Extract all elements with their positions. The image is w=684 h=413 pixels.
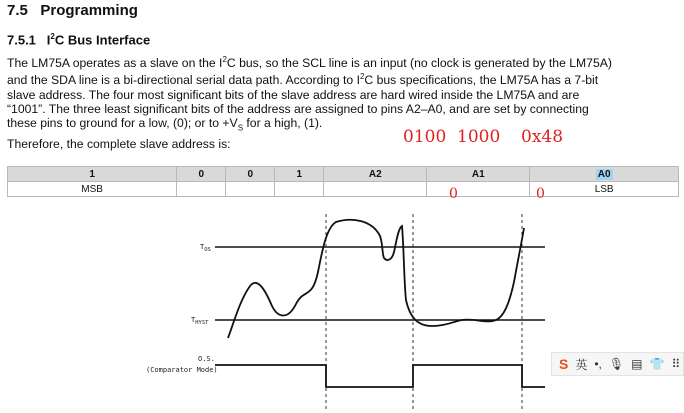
section-title: Programming <box>40 2 138 19</box>
os-output-waveform <box>215 365 545 387</box>
paragraph-line-4: “1001”. The three least significant bits of the address are assigned to pins A2–A0, and are set by connecting <box>7 101 589 116</box>
msb-label: MSB <box>8 182 177 197</box>
text-run: The LM75A operates as a slave on the I <box>7 56 223 71</box>
section-number: 7.5 <box>7 2 28 19</box>
keyboard-icon[interactable]: ▤ <box>631 357 643 371</box>
ime-toolbar[interactable] <box>551 352 684 376</box>
handwritten-binary-low: 1000 <box>457 127 501 147</box>
therefore-text: Therefore, the complete slave address is: <box>7 137 231 151</box>
text-sub: S <box>237 123 244 133</box>
bit-cell: 0 <box>177 167 226 182</box>
punctuation-toggle[interactable]: •, <box>594 357 602 371</box>
text-run: C bus, so the SCL line is an input (no clock is generated by the LM75A) <box>226 56 612 71</box>
text-sup: 2 <box>222 55 227 64</box>
os-mode-label: (Comparator Mode) <box>146 366 218 374</box>
input-mode-toggle[interactable]: 英 <box>575 357 588 372</box>
text-run: these pins to ground for a low, (0); or to +V <box>7 115 238 130</box>
handwritten-a2-value: 0 <box>449 186 458 202</box>
handwritten-hex: 0x48 <box>521 127 564 147</box>
tos-label: $T_{OS}$ <box>200 243 211 253</box>
subsection-title-pre: I <box>46 32 51 48</box>
bit-cell: 1 <box>8 167 177 182</box>
thyst-label: $T_{HYST}$ <box>191 316 209 326</box>
paragraph-line-3: slave address. The four most significant bits of the slave address are hard wired inside the LM75A and are <box>7 87 580 102</box>
a0-highlight: A0 <box>597 168 611 180</box>
subsection-title-post: C Bus Interface <box>54 32 151 48</box>
bit-cell: A2 <box>324 167 427 182</box>
text-run: for a high, (1). <box>243 115 323 130</box>
bit-cell: A1 <box>427 167 530 182</box>
toolbox-icon[interactable]: ⠿ <box>671 357 681 371</box>
handwritten-binary-high: 0100 <box>403 127 447 147</box>
text-sup: 2 <box>359 72 365 82</box>
text-run: C bus specifications, the LM75A has a 7-bit <box>364 73 599 88</box>
microphone-icon[interactable]: 🎙 <box>608 357 625 371</box>
text-run: and the SDA line is a bi-directional serial data path. According to I <box>7 73 360 88</box>
sogou-logo-icon[interactable]: S <box>559 356 569 372</box>
lsb-label: LSB <box>530 182 679 197</box>
subsection-number: 7.5.1 <box>7 32 36 48</box>
skin-icon[interactable]: 👕 <box>649 357 665 371</box>
bit-cell: 0 <box>226 167 275 182</box>
handwritten-a1-value: 0 <box>536 186 545 202</box>
subsection-title-sup: 2 <box>50 32 55 41</box>
os-label: O.S. <box>198 355 215 363</box>
bit-cell: 1 <box>275 167 324 182</box>
